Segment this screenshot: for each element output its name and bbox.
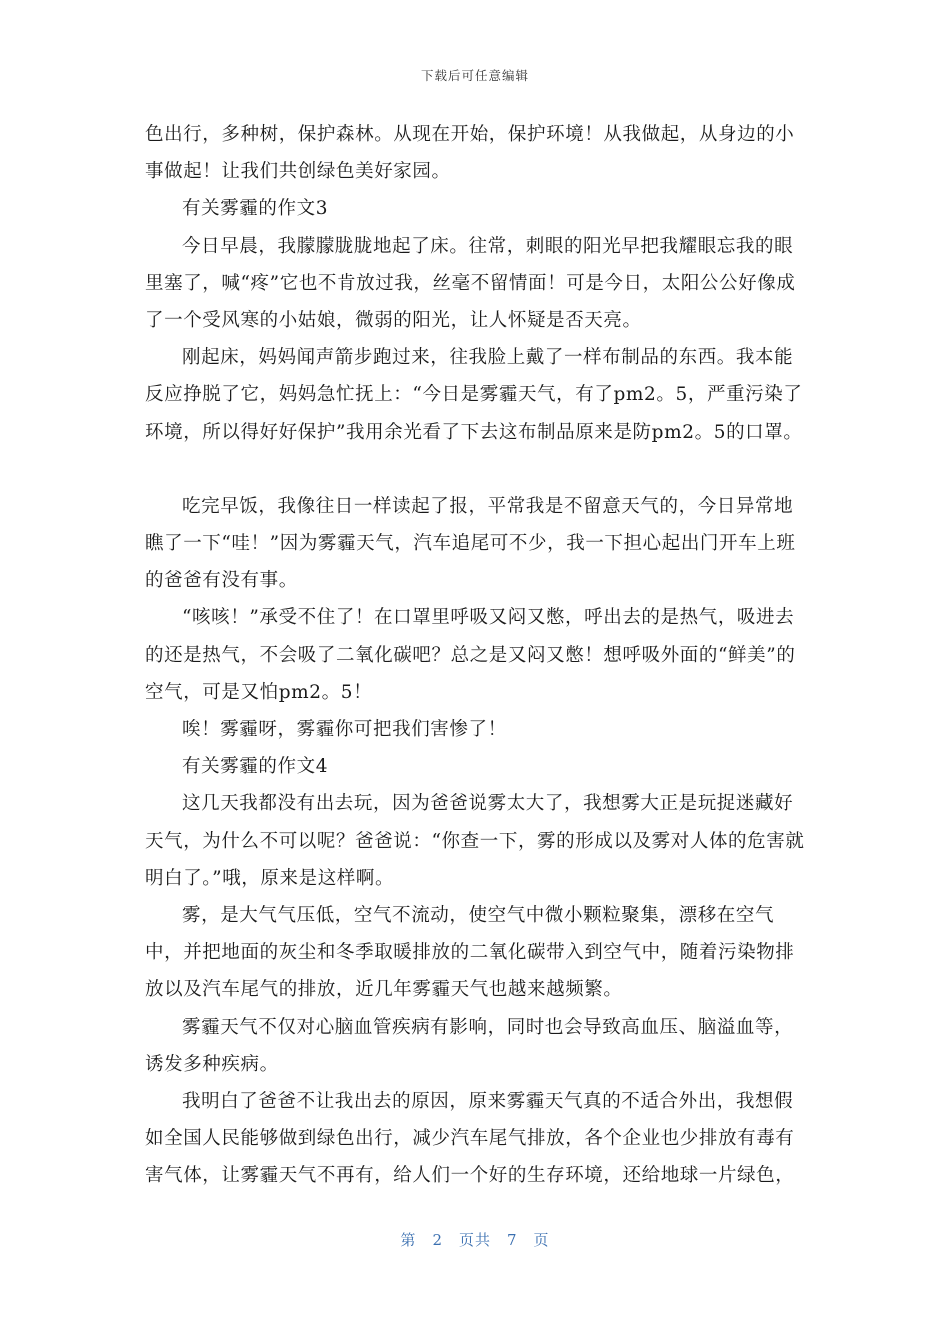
page-footer [0, 1229, 950, 1250]
section-heading: 有关雾霾的作文3 [182, 198, 329, 220]
paragraph: 这几天我都没有出去玩，因为爸爸说雾太大了，我想雾大正是玩捉迷藏好天气，为什么不可以呢？爸爸说：“你查一下，雾的形成以及雾对人体的危害就明白了。”哦，原来是这样啊。 [145, 793, 805, 889]
document-body [145, 116, 810, 1195]
footer-suffix: 页 [533, 1231, 550, 1249]
paragraph: 雾霾天气不仅对心脑血管疾病有影响，同时也会导致高血压、脑溢血等，诱发多种疾病。 [145, 1016, 794, 1075]
footer-prefix: 第 [400, 1231, 417, 1249]
paragraph: 雾，是大气气压低，空气不流动，使空气中微小颗粒聚集，漂移在空气中，并把地面的灰尘和冬季取暖排放的二氧化碳带入到空气中，随着污染物排放以及汽车尾气的排放，近几年雾霾天气也越来越频繁。 [145, 905, 795, 1001]
paragraph: 唉！雾霾呀，雾霾你可把我们害惨了！ [182, 719, 507, 741]
footer-middle: 页共 [458, 1231, 491, 1249]
paragraph: 我明白了爸爸不让我出去的原因，原来雾霾天气真的不适合外出，我想假如全国人民能够做到绿色出行，减少汽车尾气排放，各个企业也少排放有毒有害气体，让雾霾天气不再有，给人们一个好的生存环境，还给地球一片绿色， [145, 1091, 795, 1187]
footer-total-pages: 7 [507, 1231, 518, 1249]
paragraph: 色出行，多种树，保护森林。从现在开始，保护环境！从我做起，从身边的小事做起！让我们共创绿色美好家园。 [145, 124, 795, 183]
paragraph: 今日早晨，我朦朦胧胧地起了床。往常，刺眼的阳光早把我耀眼忘我的眼里塞了，喊“疼”它也不肯放过我，丝毫不留情面！可是今日，太阳公公好像成了一个受风寒的小姑娘，微弱的阳光，让人怀疑是否天亮。 [145, 235, 796, 332]
footer-page-number: 2 [432, 1231, 443, 1249]
paragraph: “咳咳！”承受不住了！在口罩里呼吸又闷又憋，呼出去的是热气，吸进去的还是热气，不会吸了二氧化碳吧？总之是又闷又憋！想呼吸外面的“鲜美”的空气，可是又怕pm2。5！ [145, 607, 796, 703]
paragraph: 刚起床，妈妈闻声箭步跑过来，往我脸上戴了一样布制品的东西。我本能反应挣脱了它，妈妈急忙抚上：“今日是雾霾天气，有了pm2。5，严重污染了环境，所以得好好保护”我用余光看了下去这布制品原来是防pm2。5的口罩。 [145, 347, 803, 443]
page-header: 下载后可任意编辑 [420, 68, 529, 83]
paragraph: 吃完早饭，我像往日一样读起了报，平常我是不留意天气的，今日异常地瞧了一下“哇！”因为雾霾天气，汽车追尾可不少，我一下担心起出门开车上班的爸爸有没有事。 [145, 495, 796, 592]
section-heading: 有关雾霾的作文4 [182, 756, 329, 778]
